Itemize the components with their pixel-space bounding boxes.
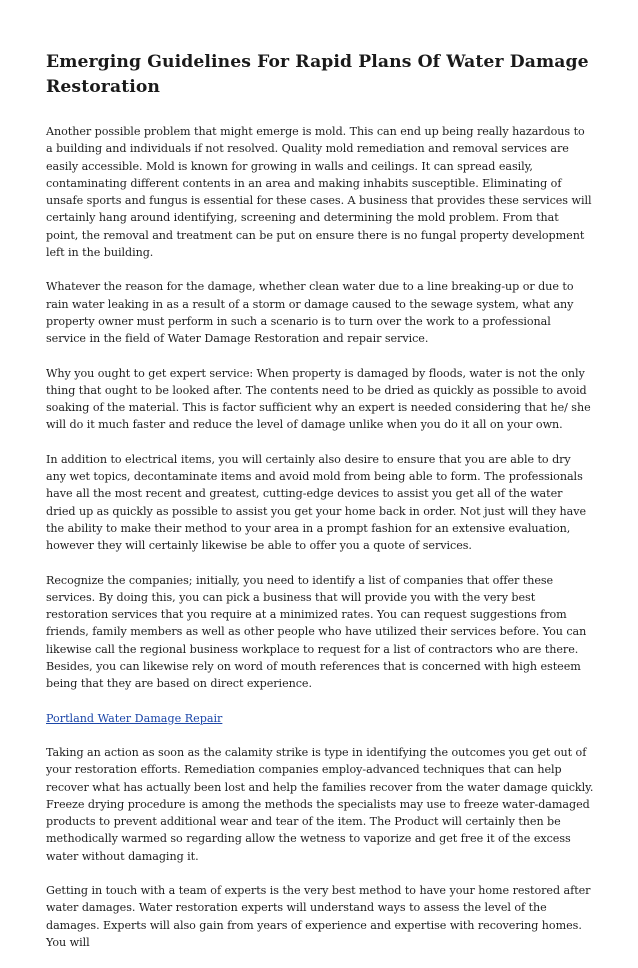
page-title: Emerging Guidelines For Rapid Plans Of Water Damage Restoration [46, 52, 589, 97]
portland-water-damage-link[interactable]: Portland Water Damage Repair [46, 711, 223, 725]
paragraph-damage-reason: Whatever the reason for the damage, whether clean water due to a line breaking-up or due to rain water leaking in as a result of a storm or damage caused to the sewage system, what any property owner must perform in such a scenario is to turn over the work to a professional service in the field of Water Damage Restoration and repair service. [46, 280, 574, 346]
paragraph-taking-action: Taking an action as soon as the calamity strike is type in identifying the outcomes you get out of your restoration efforts. Remediation companies employ-advanced techniques that can help recover what has actually been lost and help the families recover from the water damage quickly. Freeze drying procedure is among the methods the specialists may use to freeze water-damaged products to prevent additional wear and tear of the item. The Product will certainly then be methodically warmed so regarding allow the wetness to vaporize and get free it of the excess water without damaging it. [46, 745, 594, 863]
document-page [46, 50, 594, 968]
paragraph-mold: Another possible problem that might emerge is mold. This can end up being really hazardous to a building and individuals if not resolved. Quality mold remediation and removal services are easily accessible. Mold is known for growing in walls and ceilings. It can spread easily, contaminating different contents in an area and making inhabits susceptible. Eliminating of unsafe sports and fungus is essential for these cases. A business that provides these services will certainly hang around identifying, screening and determining the mold problem. From that point, the removal and treatment can be put on ensure there is no fungal property development left in the building. [46, 125, 592, 260]
paragraph-getting-in-touch: Getting in touch with a team of experts is the very best method to have your home restored after water damages. Water restoration experts will understand ways to assess the level of the damages. Experts will also gain from years of experience and expertise with recovering homes. You will [46, 883, 591, 949]
paragraph-expert-service: Why you ought to get expert service: When property is damaged by floods, water is not the only thing that ought to be looked after. The contents need to be dried as quickly as possible to avoid soaking of the material. This is factor sufficient why an expert is needed considering that he/ she will do it much faster and reduce the level of damage unlike when you do it all on your own. [46, 366, 591, 432]
paragraph-electrical-items: In addition to electrical items, you will certainly also desire to ensure that you are able to dry any wet topics, decontaminate items and avoid mold from being able to form. The professionals have all the most recent and greatest, cutting-edge devices to assist you get all of the water dried up as quickly as possible to assist you get your home back in order. Not just will they have the ability to make their method to your area in a prompt fashion for an extensive evaluation, however they will certainly likewise be able to offer you a quote of services. [46, 452, 587, 553]
paragraph-recognize-companies: Recognize the companies; initially, you need to identify a list of companies that offer these services. By doing this, you can pick a business that will provide you with the very best restoration services that you require at a minimized rates. You can request suggestions from friends, family members as well as other people who have utilized their services before. You can likewise call the regional business workplace to request for a list of contractors who are there. Besides, you can likewise rely on word of mouth references that is concerned with high esteem being that they are based on direct experience. [46, 573, 587, 691]
